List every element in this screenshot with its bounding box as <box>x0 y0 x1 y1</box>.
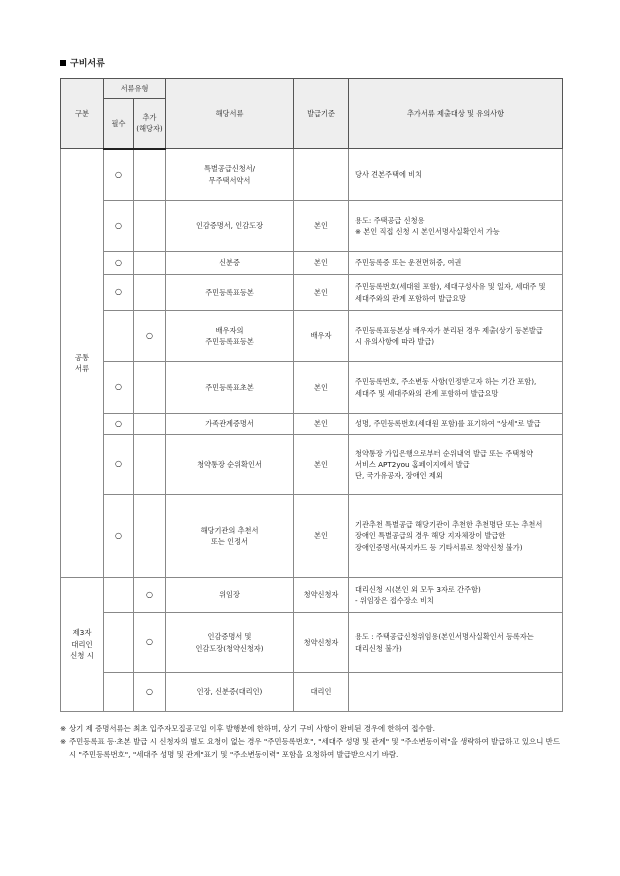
document-name <box>166 435 294 495</box>
additional-mark <box>134 275 166 311</box>
note-line: 장애인 특별공급의 경우 해당 지자체장이 발급한 <box>355 531 506 541</box>
note-cell <box>349 362 563 414</box>
note-line: 기관추천 특별공급 해당기관이 추천한 추천명단 또는 추천서 <box>355 520 543 530</box>
table-row <box>61 362 563 414</box>
document-name <box>166 149 294 201</box>
document-name-line: 배우자의 <box>215 325 244 335</box>
header-doc-type: 서류유형 <box>104 79 166 99</box>
section-title: 구비서류 <box>70 59 105 69</box>
footnote <box>60 723 564 736</box>
document-name <box>166 578 294 613</box>
additional-mark <box>134 495 166 578</box>
required-mark <box>104 578 134 613</box>
document-name <box>166 311 294 362</box>
issue-basis: 본인 <box>294 362 349 414</box>
footnote-text: 주민등록표 등·초본 발급 시 신청자의 별도 요청이 없는 경우 "주민등록번호", "세대주 성명 및 관계" 및 "주소변동이력"을 생략하여 발급하고 있으니 반드시 "주민등록번호", "세대주 성명 및 관계"표기 및 "주소변동이력" 포함을 요청하여 발급받으시기 바람. <box>69 736 560 759</box>
note-cell <box>349 275 563 311</box>
document-name <box>166 414 294 435</box>
square-bullet-icon <box>60 60 66 66</box>
document-name-line: 위임장 <box>219 590 240 600</box>
group-label-line: 대리인 <box>71 639 93 649</box>
table-row <box>61 673 563 712</box>
document-name <box>166 252 294 275</box>
note-cell <box>349 201 563 252</box>
table-row <box>61 435 563 495</box>
required-mark: ○ <box>104 495 134 578</box>
table-row <box>61 149 563 201</box>
document-name <box>166 275 294 311</box>
document-name-line: 특별공급신청서/ <box>203 164 256 174</box>
additional-mark <box>134 362 166 414</box>
group-cell-common <box>61 149 104 578</box>
issue-basis: 대리인 <box>294 673 349 712</box>
document-name-line: 인감증명서, 인감도장 <box>195 221 264 231</box>
document-name-line: 가족관계증명서 <box>205 419 254 429</box>
note-line: 용도 : 주택공급신청위임용(본인서명사실확인서 등록자는 <box>355 632 534 642</box>
document-name-line: 또는 인정서 <box>210 537 248 546</box>
note-line: 대리신청 불가) <box>355 643 402 653</box>
document-name-line: 무주택서약서 <box>208 175 251 185</box>
header-additional-label: 추가 <box>142 113 157 123</box>
note-line: 성명, 주민등록번호(세대원 포함)를 표기하여 "상세"로 발급 <box>355 419 541 429</box>
section-heading <box>60 56 105 69</box>
issue-basis: 청약신청자 <box>294 613 349 673</box>
note-line: 세대주와의 관계 포함하여 발급요망 <box>355 293 467 303</box>
note-line: 주민등록증 또는 운전면허증, 여권 <box>355 258 462 268</box>
document-name <box>166 613 294 673</box>
note-line: 용도: 주택공급 신청용 <box>355 215 425 225</box>
required-mark <box>104 311 134 362</box>
note-line: 주민등록번호, 주소변동 사항(인정받고자 하는 기간 포함), <box>355 377 537 387</box>
document-name-line: 주민등록표등본 <box>205 337 254 346</box>
group-label-line: 신청 시 <box>70 651 94 661</box>
additional-mark <box>134 201 166 252</box>
document-name-line: 주민등록표등본 <box>205 287 254 297</box>
issue-basis: 본인 <box>294 495 349 578</box>
footnote-mark: ※ <box>60 736 67 746</box>
additional-mark <box>134 149 166 201</box>
document-name-line: 청약통장 순위확인서 <box>197 459 262 469</box>
note-cell <box>349 414 563 435</box>
table-row <box>61 201 563 252</box>
footnote <box>60 736 564 762</box>
table-row <box>61 414 563 435</box>
note-cell <box>349 613 563 673</box>
header-note: 추가서류 제출대상 및 유의사항 <box>349 79 563 149</box>
additional-mark: ○ <box>134 673 166 712</box>
footnotes <box>60 723 564 762</box>
document-name-line: 인장, 신분증(대리인) <box>196 687 263 697</box>
issue-basis <box>294 149 349 201</box>
required-mark: ○ <box>104 362 134 414</box>
issue-basis: 본인 <box>294 414 349 435</box>
group-cell-proxy <box>61 578 104 712</box>
header-gubun: 구분 <box>61 79 104 149</box>
header-required: 필수 <box>104 99 134 149</box>
additional-mark: ○ <box>134 311 166 362</box>
header-document: 해당서류 <box>166 79 294 149</box>
additional-mark: ○ <box>134 578 166 613</box>
document-name-line: 신분증 <box>219 258 240 268</box>
note-cell <box>349 149 563 201</box>
note-line: 세대주 및 세대주와의 관계 포함하여 발급요망 <box>355 388 499 398</box>
required-documents-table <box>60 78 563 712</box>
group-label-line: 서류 <box>74 364 90 373</box>
document-name <box>166 673 294 712</box>
additional-mark: ○ <box>134 613 166 673</box>
note-line: ※ 본인 직접 신청 시 본인서명사실확인서 가능 <box>355 227 500 236</box>
header-additional-note: (해당자) <box>136 124 163 134</box>
additional-mark <box>134 435 166 495</box>
note-cell <box>349 673 563 712</box>
issue-basis: 배우자 <box>294 311 349 362</box>
header-additional <box>134 99 166 149</box>
table-row <box>61 495 563 578</box>
note-line: 단, 국가유공자, 장애인 제외 <box>355 471 443 481</box>
issue-basis: 청약신청자 <box>294 578 349 613</box>
document-name-line: 주민등록표초본 <box>205 382 254 392</box>
required-mark: ○ <box>104 435 134 495</box>
document-name-line: 인감도장(청약신청자) <box>195 643 264 653</box>
note-line: 서비스 APT2you 홈페이지에서 발급 <box>355 459 470 469</box>
required-mark <box>104 673 134 712</box>
note-line: 주민등록표등본상 배우자가 분리된 경우 제출(상기 등본발급 <box>355 325 543 335</box>
note-cell <box>349 435 563 495</box>
note-line: 시 유의사항에 따라 발급) <box>355 337 435 346</box>
additional-mark <box>134 414 166 435</box>
note-line: 청약통장 가입은행으로부터 순위내역 발급 또는 주택청약 <box>355 448 534 458</box>
note-line: - 위임장은 접수장소 비치 <box>355 596 434 605</box>
document-name <box>166 201 294 252</box>
note-line: 주민등록번호(세대원 포함), 세대구성사유 및 일자, 세대주 및 <box>355 282 546 292</box>
group-label-line: 공통 <box>74 352 90 362</box>
issue-basis: 본인 <box>294 201 349 252</box>
issue-basis: 본인 <box>294 252 349 275</box>
note-line: 대리신청 시(본인 외 모두 3자로 간주함) <box>355 584 481 594</box>
issue-basis: 본인 <box>294 275 349 311</box>
table-row <box>61 252 563 275</box>
required-mark: ○ <box>104 414 134 435</box>
required-mark: ○ <box>104 149 134 201</box>
document-name-line: 해당기관의 추천서 <box>200 525 259 535</box>
group-label-line: 제3자 <box>72 628 92 638</box>
document-name <box>166 362 294 414</box>
required-mark: ○ <box>104 201 134 252</box>
footnote-text: 상기 제 증명서류는 최초 입주자모집공고일 이후 발행분에 한하며, 상기 구비 사항이 완비된 경우에 한하여 접수함. <box>69 724 436 733</box>
required-mark: ○ <box>104 275 134 311</box>
footnote-mark: ※ <box>60 724 67 733</box>
note-line: 당사 견본주택에 비치 <box>355 169 423 179</box>
note-line: 장애인증명서(복지카드 등 기타서류로 청약신청 불가) <box>355 542 523 552</box>
table-row <box>61 613 563 673</box>
header-issue-basis: 발급기준 <box>294 79 349 149</box>
required-mark: ○ <box>104 252 134 275</box>
additional-mark <box>134 252 166 275</box>
document-name <box>166 495 294 578</box>
note-cell <box>349 495 563 578</box>
required-mark <box>104 613 134 673</box>
table-row <box>61 311 563 362</box>
issue-basis: 본인 <box>294 435 349 495</box>
document-name-line: 인감증명서 및 <box>207 632 252 642</box>
table-row <box>61 578 563 613</box>
note-cell <box>349 311 563 362</box>
note-cell <box>349 252 563 275</box>
table-row <box>61 275 563 311</box>
note-cell <box>349 578 563 613</box>
